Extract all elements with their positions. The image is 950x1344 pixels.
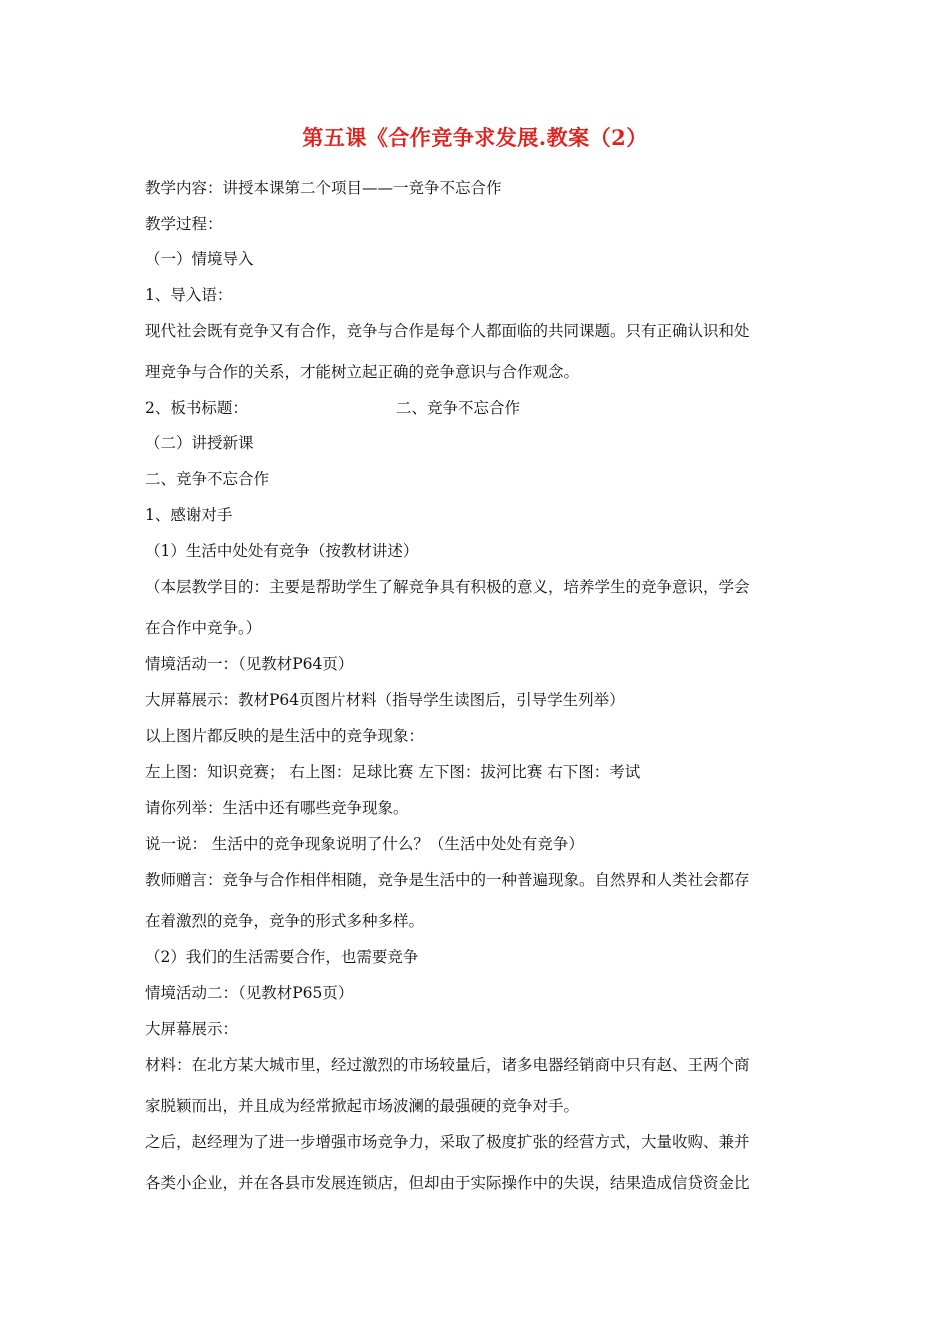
text-line: 之后，赵经理为了进一步增强市场竞争力，采取了极度扩张的经营方式，大量收购、兼并 <box>145 1133 750 1151</box>
text-line: 情境活动二：（见教材P65页） <box>145 984 354 1002</box>
text-line: 大屏幕展示：教材P64页图片材料（指导学生读图后，引导学生列举） <box>145 691 625 709</box>
text-line: 以上图片都反映的是生活中的竞争现象： <box>145 727 425 745</box>
text-line: 教师赠言：竞争与合作相伴相随，竞争是生活中的一种普遍现象。自然界和人类社会都存 <box>145 871 750 889</box>
text-line: 理竞争与合作的关系，才能树立起正确的竞争意识与合作观念。 <box>145 363 580 381</box>
text-line: （2）我们的生活需要合作，也需要竞争 <box>145 948 419 966</box>
text-line: 二、竞争不忘合作 <box>145 470 270 488</box>
text-line: 家脱颖而出，并且成为经常掀起市场波澜的最强硬的竞争对手。 <box>145 1097 580 1115</box>
text-line: 说一说： 生活中的竞争现象说明了什么？（生活中处处有竞争） <box>145 835 584 853</box>
text-line: 材料：在北方某大城市里，经过激烈的市场较量后，诸多电器经销商中只有赵、王两个商 <box>145 1056 750 1074</box>
text-line: 教学内容：讲授本课第二个项目——一竞争不忘合作 <box>145 179 502 197</box>
text-line: （二）讲授新课 <box>145 434 254 452</box>
text-line: （1）生活中处处有竞争（按教材讲述） <box>145 542 419 560</box>
text-line: 教学过程： <box>145 215 223 233</box>
text-line: 各类小企业，并在各县市发展连锁店，但却由于实际操作中的失误，结果造成信贷资金比 <box>145 1174 750 1192</box>
text-line: 1、感谢对手 <box>145 506 233 524</box>
text-line: 现代社会既有竞争又有合作，竞争与合作是每个人都面临的共同课题。只有正确认识和处 <box>145 322 750 340</box>
text-line: 大屏幕展示： <box>145 1020 239 1038</box>
text-line: 情境活动一：（见教材P64页） <box>145 655 354 673</box>
text-line: 1、导入语： <box>145 286 233 304</box>
board-title-line <box>145 398 815 418</box>
page-title: 第五课《合作竞争求发展.教案（2） <box>302 125 648 150</box>
text-line: 左上图：知识竞赛； 右上图：足球比赛 左下图：拔河比赛 右下图：考试 <box>145 763 641 781</box>
text-line: （本层教学目的：主要是帮助学生了解竞争具有积极的意义，培养学生的竞争意识，学会 <box>145 578 750 596</box>
board-title-label: 2、板书标题： <box>145 399 248 417</box>
text-line: （一）情境导入 <box>145 250 254 268</box>
text-line: 请你列举：生活中还有哪些竞争现象。 <box>145 799 409 817</box>
text-line: 在着激烈的竞争，竞争的形式多种多样。 <box>145 912 425 930</box>
text-line: 在合作中竞争。） <box>145 619 262 637</box>
board-title-text: 二、竞争不忘合作 <box>396 399 521 417</box>
